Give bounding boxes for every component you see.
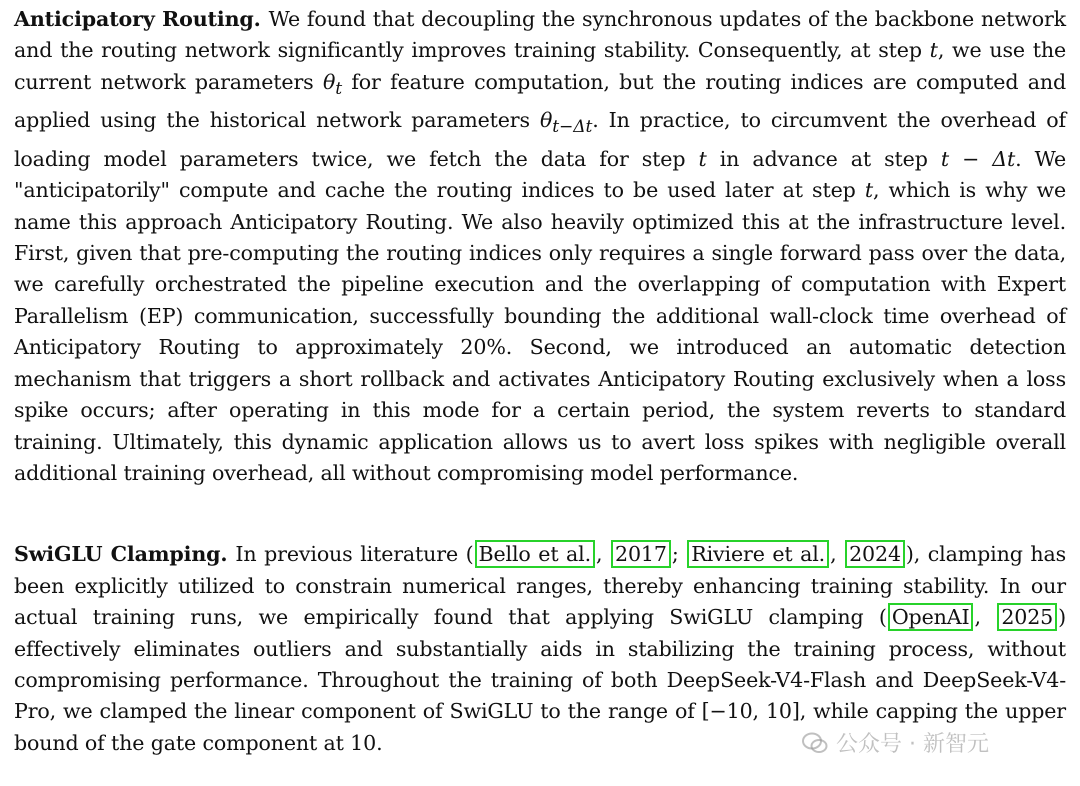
text-run: . We "anticipatorily" compute and cache the routing indices to be used later at step: [14, 146, 1066, 203]
citation-link-bello-year[interactable]: 2017: [611, 540, 671, 568]
text-run: , which is why we name this approach Anticipatory Routing. We also heavily optimized this at the infrastructure level. First, given that pre-computing the routing indices only requires a single forward pass over the data, we carefully orchestrated the pipeline execution and the overlapping of computation with Expert Parallelism (EP) communication, successfully bounding the additional wall-clock time overhead of Anticipatory Routing to approximately 20%. Second, we introduced an automatic detection mechanism that triggers a short rollback and activates Anticipatory Routing exclusively when a loss spike occurs; after operating in this mode for a certain period, the system reverts to standard training. Ultimately, this dynamic application allows us to avert loss spikes with negligible overall additional training overhead, all without compromising model performance.: [14, 178, 1066, 485]
citation-link-openai-year[interactable]: 2025: [997, 603, 1057, 631]
text-run: ,: [974, 605, 997, 630]
text-run: ;: [671, 542, 687, 567]
citation-link-bello[interactable]: Bello et al.: [475, 540, 595, 568]
citation-link-riviere-year[interactable]: 2024: [845, 540, 905, 568]
text-run: ,: [830, 542, 845, 567]
text-run: , we use the current network parameters: [14, 38, 1066, 94]
paper-body: [14, 4, 1066, 759]
citation-link-riviere[interactable]: Riviere et al.: [687, 540, 829, 568]
citation-link-openai[interactable]: OpenAI: [888, 603, 974, 631]
paragraph-swiglu-clamping: [14, 539, 1066, 759]
math-variable: $\theta_t$: [322, 69, 342, 99]
math-variable: t: [698, 146, 707, 171]
watermark-text: 公众号 · 新智元: [836, 732, 989, 757]
math-variable: t: [929, 38, 938, 63]
text-run: in advance at step: [706, 146, 941, 171]
math-variable: t − Δt: [940, 146, 1016, 171]
math-variable: $\theta_{t-\Delta t}$: [539, 108, 593, 138]
paragraph-heading: SwiGLU Clamping.: [14, 542, 228, 567]
text-run: for feature computation, but the routing indices are computed and applied using the historical network parameters: [14, 69, 1066, 133]
text-run: ), clamping has been explicitly utilized to constrain numerical ranges, thereby enhancing training stability. In our actual training runs, we empirically found that applying SwiGLU clamping (: [14, 542, 1067, 630]
text-run: ) effectively eliminates outliers and substantially aids in stabilizing the training process, without compromising performance. Throughout the training of both DeepSeek-V4-Flash and DeepSeek-V4-Pro, we clamped the linear component of SwiGLU to the range of [−10, 10], while capping the upper bound of the gate component at 10.: [14, 605, 1067, 755]
text-run: . In practice, to circumvent the overhead of loading model parameters twice, we fetch the data for step: [14, 108, 1066, 171]
paragraph-heading: Anticipatory Routing.: [14, 7, 261, 31]
text-run: We found that decoupling the synchronous updates of the backbone network and the routing network significantly improves training stability. Consequently, at step: [14, 7, 1066, 63]
text-run: In previous literature (: [235, 542, 474, 567]
text-run: ,: [596, 542, 611, 567]
math-variable: t: [864, 178, 873, 203]
paragraph-anticipatory-routing: [14, 4, 1066, 489]
